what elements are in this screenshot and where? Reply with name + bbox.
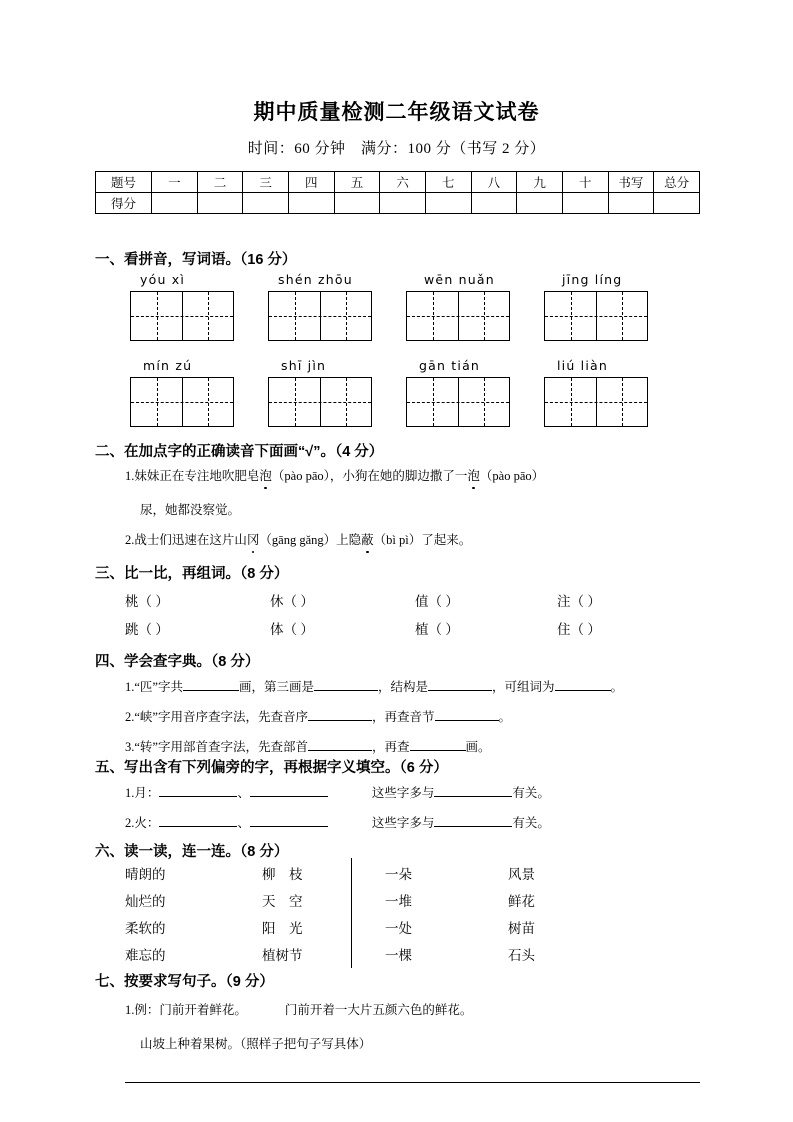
- s4q1-text-c: ，结构是: [378, 680, 429, 694]
- table-row-scores: [96, 193, 700, 214]
- s5q2-separator: 、: [237, 816, 250, 830]
- grid-guide-vertical: [208, 378, 209, 426]
- q1-text-c: （pào pāo）: [479, 469, 545, 483]
- match-right-measure-2[interactable]: 一堆: [385, 894, 412, 909]
- match-left-noun-2[interactable]: 天 空: [262, 894, 303, 909]
- match-right-measure-3[interactable]: 一处: [385, 921, 412, 936]
- score-table-col-6: 六: [380, 172, 426, 193]
- pinyin-label-6: shī jìn: [281, 358, 327, 373]
- score-table-col-2: 二: [197, 172, 243, 193]
- s4q2-blank-syllable[interactable]: [435, 706, 499, 721]
- grid-guide-vertical: [484, 292, 485, 340]
- match-right-noun-1[interactable]: 风景: [508, 867, 535, 882]
- q2-text-a: 2.战士们迅速在这片山: [125, 533, 247, 547]
- s5q2-text-c: 有关。: [512, 816, 550, 830]
- match-right-noun-4[interactable]: 石头: [508, 948, 535, 963]
- score-cell-1[interactable]: [152, 193, 198, 214]
- tianzige-box-8[interactable]: [544, 377, 648, 427]
- section7-prompt: 山坡上种着果树。（照样子把句子写具体）: [140, 1037, 372, 1051]
- grid-guide-vertical: [433, 292, 434, 340]
- compare-word-zhi2[interactable]: 植（ ）: [415, 622, 459, 637]
- compare-word-xiu[interactable]: 休（ ）: [270, 594, 314, 609]
- q2-text-b: （gāng gǎng）上隐: [259, 533, 362, 547]
- score-cell-3[interactable]: [243, 193, 289, 214]
- q2-emphasis-char-1: 冈: [247, 530, 260, 548]
- s4q3-text-b: ，再查: [371, 740, 410, 754]
- s4q2-text-c: 。: [498, 710, 512, 724]
- section-heading-7: 七、按要求写句子。（9 分）: [95, 974, 274, 990]
- score-table-col-3: 三: [243, 172, 289, 193]
- s7-example-original: 1.例：门前开着鲜花。: [125, 1003, 247, 1017]
- page-title: 期中质量检测二年级语文试卷: [253, 101, 540, 124]
- score-cell-9[interactable]: [517, 193, 563, 214]
- compare-word-zhu2[interactable]: 住（ ）: [557, 622, 601, 637]
- s4q1-blank-structure[interactable]: [428, 676, 492, 691]
- grid-guide-vertical: [622, 292, 623, 340]
- score-cell-handwriting[interactable]: [608, 193, 654, 214]
- s5q1-separator: 、: [237, 786, 250, 800]
- score-table-col-1: 一: [152, 172, 198, 193]
- pinyin-label-4: jīng líng: [562, 272, 623, 287]
- score-cell-7[interactable]: [425, 193, 471, 214]
- score-table-col-5: 五: [334, 172, 380, 193]
- tianzige-box-5[interactable]: [130, 377, 234, 427]
- grid-guide-vertical: [484, 378, 485, 426]
- s4q1-blank-strokes[interactable]: [183, 676, 239, 691]
- q1-text-b: （pào pāo），小狗在她的脚边撒了一: [271, 469, 468, 483]
- s4q2-text-a: 2.“峡”字用音序查字法，先查音序: [125, 710, 308, 724]
- s4q1-blank-word[interactable]: [555, 676, 611, 691]
- score-cell-10[interactable]: [562, 193, 608, 214]
- answer-rule-line[interactable]: [125, 1082, 700, 1083]
- grid-guide-vertical: [295, 378, 296, 426]
- s4q2-blank-initial[interactable]: [308, 706, 372, 721]
- section4-question-1: [125, 676, 623, 695]
- grid-guide-horizontal: [407, 316, 509, 317]
- score-cell-6[interactable]: [380, 193, 426, 214]
- grid-guide-vertical: [346, 292, 347, 340]
- score-table-col-total: 总分: [654, 172, 700, 193]
- s4q2-text-b: ，再查音节: [371, 710, 435, 724]
- grid-guide-horizontal: [269, 316, 371, 317]
- q2-emphasis-char-2: 蔽: [361, 530, 374, 548]
- section7-example: [125, 1000, 472, 1018]
- section4-question-2: [125, 706, 511, 725]
- grid-guide-vertical: [295, 292, 296, 340]
- pinyin-label-2: shén zhōu: [278, 272, 353, 287]
- grid-guide-horizontal: [545, 316, 647, 317]
- grid-guide-horizontal: [545, 402, 647, 403]
- score-cell-2[interactable]: [197, 193, 243, 214]
- score-cell-8[interactable]: [471, 193, 517, 214]
- grid-guide-vertical: [571, 292, 572, 340]
- score-table-row-label: 题号: [96, 172, 152, 193]
- compare-word-tiao[interactable]: 跳（ ）: [125, 622, 169, 637]
- q2-text-c: （bì pì）了起来。: [373, 533, 472, 547]
- score-cell-4[interactable]: [288, 193, 334, 214]
- match-right-noun-3[interactable]: 树苗: [508, 921, 535, 936]
- tianzige-box-3[interactable]: [406, 291, 510, 341]
- section2-question-1: [125, 466, 544, 484]
- exam-subtitle: 时间：60 分钟 满分：100 分（书写 2 分）: [247, 141, 546, 157]
- s4q3-text-a: 3.“转”字用部首查字法，先查部首: [125, 740, 308, 754]
- match-left-noun-1[interactable]: 柳 枝: [262, 867, 303, 882]
- section-heading-1: 一、看拼音，写词语。（16 分）: [95, 252, 297, 268]
- s4q1-blank-third-stroke[interactable]: [314, 676, 378, 691]
- score-table: [95, 171, 700, 214]
- score-cell-total[interactable]: [654, 193, 700, 214]
- match-left-noun-4[interactable]: 植树节: [262, 948, 303, 963]
- grid-guide-vertical: [571, 378, 572, 426]
- s5q1-blank-char-1[interactable]: [159, 782, 237, 797]
- score-table-col-9: 九: [517, 172, 563, 193]
- section-heading-5: 五、写出含有下列偏旁的字，再根据字义填空。（6 分）: [95, 760, 448, 776]
- s5q2-blank-char-2[interactable]: [250, 812, 328, 827]
- compare-word-zhu[interactable]: 注（ ）: [557, 594, 601, 609]
- score-table-col-10: 十: [562, 172, 608, 193]
- grid-guide-horizontal: [131, 316, 233, 317]
- s5q2-blank-char-1[interactable]: [159, 812, 237, 827]
- tianzige-box-7[interactable]: [406, 377, 510, 427]
- table-row-header: [96, 172, 700, 193]
- grid-guide-vertical: [433, 378, 434, 426]
- q1-text-a: 1.妹妹正在专注地吹肥皂: [125, 469, 260, 483]
- grid-guide-horizontal: [131, 402, 233, 403]
- tianzige-box-4[interactable]: [544, 291, 648, 341]
- score-table-col-handwriting: 书写: [608, 172, 654, 193]
- grid-guide-vertical: [346, 378, 347, 426]
- s5q2-text-b: 这些字多与: [371, 816, 435, 830]
- match-left-adj-2[interactable]: 灿烂的: [125, 894, 166, 909]
- s5q1-blank-char-2[interactable]: [250, 782, 328, 797]
- s5q1-label: 1.月：: [125, 786, 160, 800]
- s5q1-blank-meaning[interactable]: [434, 782, 512, 797]
- pinyin-label-1: yóu xì: [140, 272, 186, 287]
- s4q1-text-e: 。: [610, 680, 624, 694]
- match-left-adj-3[interactable]: 柔软的: [125, 921, 166, 936]
- score-cell-5[interactable]: [334, 193, 380, 214]
- section4-question-3: [125, 736, 491, 755]
- grid-guide-vertical: [157, 292, 158, 340]
- pinyin-label-5: mín zú: [143, 358, 193, 373]
- s5q1-text-b: 这些字多与: [371, 786, 435, 800]
- tianzige-box-2[interactable]: [268, 291, 372, 341]
- q1-emphasis-char-1: 泡: [259, 466, 272, 484]
- grid-guide-vertical: [208, 292, 209, 340]
- match-left-adj-1[interactable]: 晴朗的: [125, 867, 166, 882]
- grid-guide-horizontal: [407, 402, 509, 403]
- s5q2-label: 2.火：: [125, 816, 160, 830]
- section5-question-1: [125, 782, 550, 801]
- grid-guide-vertical: [622, 378, 623, 426]
- score-table-col-7: 七: [425, 172, 471, 193]
- match-right-noun-2[interactable]: 鲜花: [508, 894, 535, 909]
- s5q2-blank-meaning[interactable]: [434, 812, 512, 827]
- section-heading-2: 二、在加点字的正确读音下面画“√”。（4 分）: [95, 444, 384, 460]
- s4q1-text-d: ，可组词为: [492, 680, 555, 694]
- pinyin-label-7: gān tián: [419, 358, 481, 373]
- s4q1-text-a: 1.“匹”字共: [125, 680, 183, 694]
- section2-question-1-cont: 尿，她都没察觉。: [140, 503, 241, 517]
- tianzige-box-6[interactable]: [268, 377, 372, 427]
- match-divider: [351, 858, 352, 968]
- grid-guide-horizontal: [269, 402, 371, 403]
- section-heading-6: 六、读一读，连一连。（8 分）: [95, 844, 289, 860]
- s4q1-text-b: 画，第三画是: [238, 680, 314, 694]
- section5-question-2: [125, 812, 550, 831]
- pinyin-label-3: wēn nuǎn: [424, 272, 495, 287]
- s7-example-expanded: 门前开着一大片五颜六色的鲜花。: [284, 1003, 473, 1017]
- compare-word-tao[interactable]: 桃（ ）: [125, 594, 169, 609]
- q1-emphasis-char-2: 泡: [467, 466, 480, 484]
- match-right-measure-4[interactable]: 一棵: [385, 948, 412, 963]
- compare-word-zhi[interactable]: 值（ ）: [415, 594, 459, 609]
- score-table-col-8: 八: [471, 172, 517, 193]
- pinyin-label-8: liú liàn: [557, 358, 608, 373]
- s4q3-blank-radical[interactable]: [308, 736, 372, 751]
- match-left-adj-4[interactable]: 难忘的: [125, 948, 166, 963]
- s4q3-text-c: 画。: [465, 740, 491, 754]
- compare-word-ti[interactable]: 体（ ）: [270, 622, 314, 637]
- s5q1-text-c: 有关。: [512, 786, 550, 800]
- score-table-col-4: 四: [288, 172, 334, 193]
- section-heading-4: 四、学会查字典。（8 分）: [95, 654, 260, 670]
- section-heading-3: 三、比一比，再组词。（8 分）: [95, 566, 289, 582]
- s4q3-blank-strokes[interactable]: [410, 736, 466, 751]
- match-right-measure-1[interactable]: 一朵: [385, 867, 412, 882]
- match-left-noun-3[interactable]: 阳 光: [262, 921, 303, 936]
- tianzige-box-1[interactable]: [130, 291, 234, 341]
- section2-question-2: [125, 530, 471, 548]
- grid-guide-vertical: [157, 378, 158, 426]
- score-table-row-label: 得分: [96, 193, 152, 214]
